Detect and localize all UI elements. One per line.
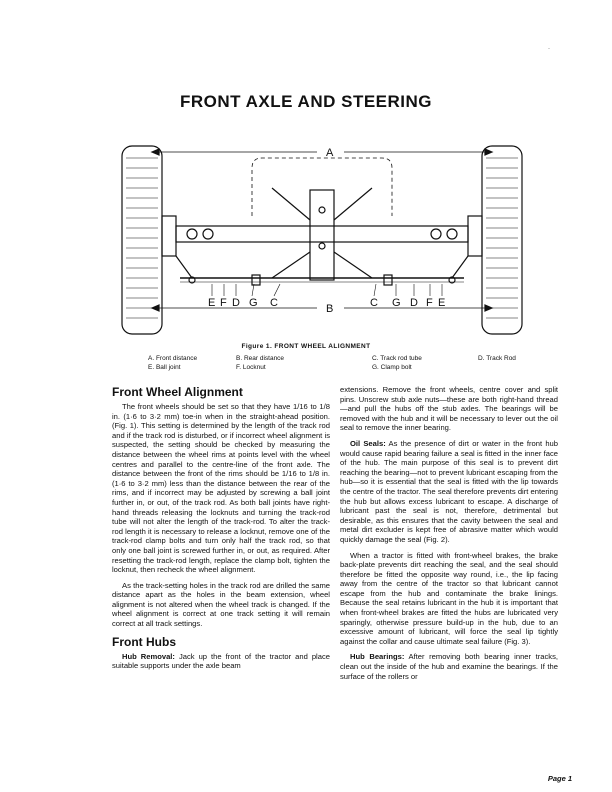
run-in-heading: Hub Bearings: [350, 652, 405, 662]
left-column [112, 385, 330, 677]
axle-beam [176, 226, 468, 242]
label-g-right: G [392, 297, 401, 309]
label-c-left: C [270, 297, 278, 309]
paragraph [112, 652, 330, 671]
label-e-left: E [208, 297, 216, 309]
paragraph: The front wheels should be set so that they have 1/16 to 1/8 in. (1·6 to 3·2 mm) toe-in when in the straight-ahead position. (Fig. 1). This setting is determined by the length of the track rod and if the track rod is disturbed, or if incorrect wheel alignment is suspected, the setting should be checked by measuring the distance between the wheel rims at points level with the wheel centres and parallel to the centre-line of the front axle. The distance between the front of the rims should be 1/16 to 1/8 in. (1·6 to 3·2 mm) less than the distance between the rear of the rims, and if incorrect may be adjusted by screwing a ball joint further in, or out, of the track rod. As both ball joints have right-hand threads releasing the locknuts and turning the track-rod tube will not alter the length of the track-rod. To alter the track-rod length it is necessary to release a locknut, remove one of the track-rod clamp bolts and turn only half the track rod, so that only one ball joint is screwed further in, or out, as required. After resetting the track-rod length, replace the clamp bolt, tighten the locknut, then recheck the wheel alignment. [112, 402, 330, 575]
paragraph: As the track-setting holes in the track rod are drilled the same distance apart as the holes in the beam extension, wheel alignment is not altered when the wheel track is changed. If the wheel alignment is correct at one track setting it will remain correct at all track settings. [112, 580, 330, 629]
legend-item: B. Rear distance [236, 355, 285, 362]
label-b: B [326, 303, 334, 315]
paragraph: When a tractor is fitted with front-wheel brakes, the brake back-plate prevents dirt reaching the seal, and the seal should therefore be fitted the opposite way round, i.e., the lip facing away from the centre of the tractor so that lubricant cannot escape from the hub and contaminate the brake linings. Because the seal retains lubricant in the hub it is important that when front-wheel brakes are fitted the hubs are lubricated very sparingly, otherwise pressure build-up in the hub, due to an excessive amount of lubricant, will force the seal lip tightly against the collar and cause ultimate seal failure (Fig. 3). [340, 550, 558, 646]
right-column [340, 385, 558, 687]
paragraph [340, 652, 558, 681]
legend-item: G. Clamp bolt [372, 364, 412, 371]
paragraph-text: As the presence of dirt or water in the front hub would cause rapid bearing failure a seal is fitted in the inner face of the hub. The main purpose of this seal is to prevent dirt reaching the bearing—not to prevent lubricant escaping from the hub—so it is essential that the seal is fitted with the lip towards the centre of the tractor. The seal therefore prevents dirt entering the hub but allows excess lubricant to escape. A discharge of lubricant past the seal is not, therefore, detrimental but desirable, as this ensures that the cavity between the seal and metal dirt excluder is kept free of abrasive matter which would quickly damage the seal (Fig. 2). [340, 438, 558, 544]
label-f-left: F [220, 297, 227, 309]
label-g-left: G [249, 297, 258, 309]
corner-mark: · [548, 46, 550, 52]
legend-item: C. Track rod tube [372, 355, 422, 362]
paragraph: extensions. Remove the front wheels, centre cover and split pins. Unscrew stub axle nuts—these are both right-hand thread—and pull the hubs off the stub axles. The bearings will be removed with the hub and it will be necessary to lever out the oil seal to remove the inner bearing. [340, 385, 558, 433]
legend-col-1 [148, 354, 197, 372]
legend-item: F. Locknut [236, 364, 266, 371]
page-number: Page 1 [547, 774, 572, 783]
figure-caption: Figure 1. FRONT WHEEL ALIGNMENT [241, 343, 371, 350]
label-e-right: E [438, 297, 446, 309]
page-title: FRONT AXLE AND STEERING [179, 92, 433, 111]
label-d-left: D [232, 297, 240, 309]
legend-col-3 [372, 354, 422, 372]
legend-item: A. Front distance [148, 355, 198, 362]
run-in-heading: Hub Removal: [122, 651, 175, 661]
label-a: A [326, 147, 334, 159]
front-axle-diagram [112, 128, 532, 340]
paragraph [340, 439, 558, 545]
legend-item: E. Ball joint [148, 364, 181, 371]
label-f-right: F [426, 297, 433, 309]
legend-col-2 [236, 354, 284, 372]
legend-item: D. Track Rod [478, 355, 516, 362]
run-in-heading: Oil Seals: [350, 438, 386, 448]
paragraph-text: Jack up the front of the tractor and place suitable supports under the axle beam [112, 651, 330, 671]
section-heading: Front Hubs [112, 634, 176, 649]
label-c-right: C [370, 297, 378, 309]
legend-col-4 [478, 354, 516, 363]
section-heading: Front Wheel Alignment [112, 385, 243, 399]
label-d-right: D [410, 297, 418, 309]
paragraph-text: After removing both bearing inner tracks, clean out the inside of the hub and examine the bearings. If the surface of the rollers or [340, 652, 558, 681]
